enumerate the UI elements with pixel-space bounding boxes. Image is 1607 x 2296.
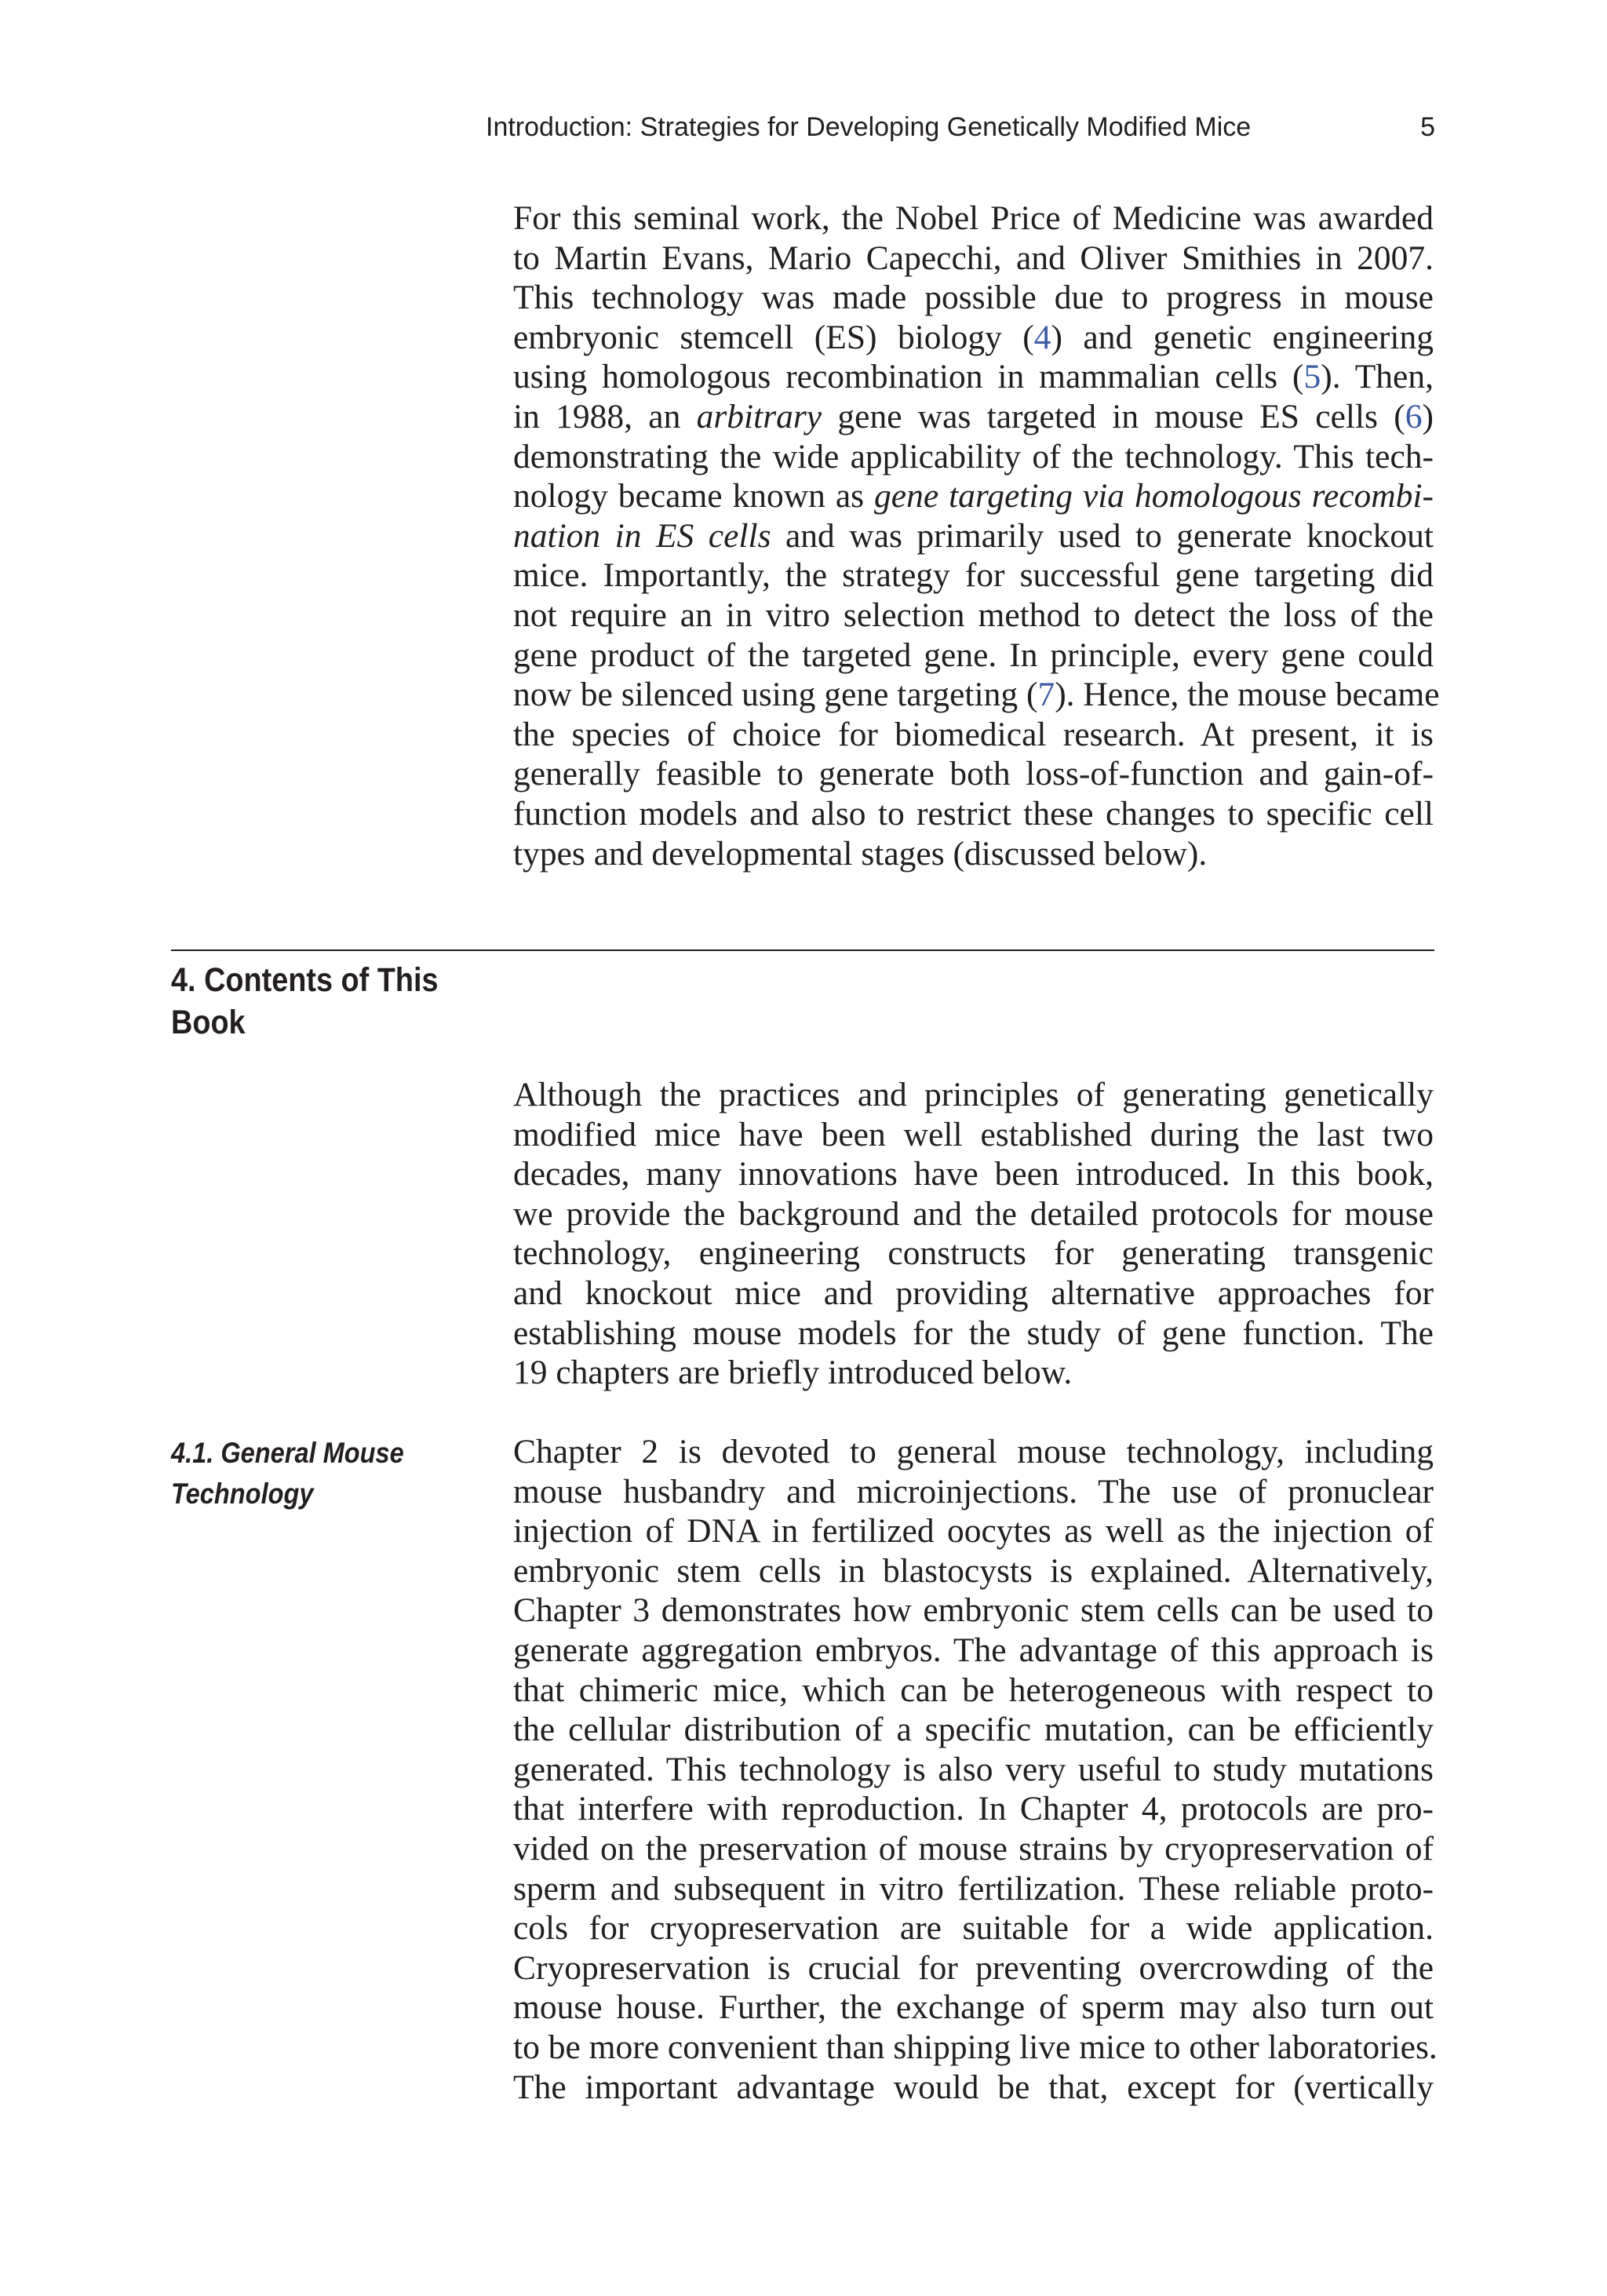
- text-line: embryonic stemcell (ES) biology (4) and genetic engineering: [513, 318, 1434, 356]
- text-line: not require an in vitro selection method to detect the loss of the: [513, 596, 1434, 634]
- text-line: demonstrating the wide applicability of the technology. This tech-: [513, 437, 1434, 476]
- running-title: Introduction: Strategies for Developing Genetically Modified Mice: [486, 112, 1252, 142]
- text-line: and knockout mice and providing alternative approaches for: [513, 1274, 1434, 1312]
- text-line: Cryopreservation is crucial for preventing overcrowding of the: [513, 1948, 1434, 1987]
- text-line: 19 chapters are briefly introduced below.: [513, 1354, 1073, 1392]
- text-line: modified mice have been well established during the last two: [513, 1115, 1434, 1153]
- text-line: nology became known as gene targeting via homologous recombi-: [513, 477, 1434, 516]
- text-line: embryonic stem cells in blastocysts is explained. Alternatively,: [513, 1551, 1434, 1590]
- text-line: cols for cryopreservation are suitable for a wide application.: [513, 1909, 1434, 1948]
- emphasized-text: gene targeting via homologous recombi-: [874, 477, 1434, 516]
- text-line: mice. Importantly, the strategy for successful gene targeting did: [513, 556, 1434, 595]
- text-line: vided on the preservation of mouse strains by cryopreservation of: [513, 1829, 1434, 1868]
- text-line: now be silenced using gene targeting (7). Hence, the mouse became: [513, 676, 1440, 714]
- emphasized-text: nation in ES cells: [513, 516, 771, 555]
- text-line: For this seminal work, the Nobel Price of Medicine was awarded: [513, 199, 1434, 237]
- paragraph-contents: [513, 1075, 1434, 1393]
- text-line: The important advantage would be that, except for (vertically: [513, 2068, 1434, 2106]
- paragraph-intro: [513, 199, 1440, 873]
- page-number: 5: [1420, 112, 1435, 142]
- emphasized-text: arbitrary: [696, 397, 822, 436]
- text-line: generally feasible to generate both loss-of-function and gain-of-: [513, 755, 1434, 793]
- running-head: [486, 111, 1435, 143]
- text-line: technology, engineering constructs for generating transgenic: [513, 1234, 1434, 1273]
- text-line: establishing mouse models for the study of gene function. The: [513, 1314, 1434, 1352]
- text-line: Chapter 3 demonstrates how embryonic stem cells can be used to: [513, 1591, 1434, 1630]
- text-line: mouse husbandry and microinjections. The use of pronuclear: [513, 1472, 1434, 1511]
- text-line: generate aggregation embryos. The advantage of this approach is: [513, 1631, 1434, 1669]
- text-line: the cellular distribution of a specific mutation, can be efficiently: [513, 1711, 1434, 1749]
- citation-link[interactable]: 7: [1037, 676, 1055, 714]
- text-line: This technology was made possible due to progress in mouse: [513, 279, 1434, 317]
- text-line: injection of DNA in fertilized oocytes as well as the injection of: [513, 1512, 1434, 1551]
- text-line: mouse house. Further, the exchange of sperm may also turn out: [513, 1988, 1434, 2027]
- text-line: to be more convenient than shipping live mice to other laboratories.: [513, 2028, 1438, 2066]
- subsection-heading: 4.1. General Mouse Technology: [171, 1437, 404, 1510]
- text-line: decades, many innovations have been introduced. In this book,: [513, 1155, 1434, 1194]
- text-line: using homologous recombination in mammalian cells (5). Then,: [513, 358, 1434, 396]
- text-line: function models and also to restrict these changes to specific cell: [513, 794, 1434, 833]
- text-line: to Martin Evans, Mario Capecchi, and Oliver Smithies in 2007.: [513, 239, 1434, 277]
- text-line: we provide the background and the detailed protocols for mouse: [513, 1194, 1434, 1233]
- text-line: types and developmental stages (discussed below).: [513, 834, 1208, 873]
- paragraph-general-mouse-technology: [513, 1432, 1438, 2107]
- text-line: that interfere with reproduction. In Chapter 4, protocols are pro-: [513, 1790, 1434, 1828]
- citation-link[interactable]: 4: [1033, 318, 1051, 356]
- text-line: Although the practices and principles of generating genetically: [513, 1076, 1434, 1113]
- text-line: the species of choice for biomedical research. At present, it is: [513, 715, 1434, 753]
- text-line: sperm and subsequent in vitro fertilization. These reliable proto-: [513, 1869, 1434, 1908]
- text-line: that chimeric mice, which can be heterogeneous with respect to: [513, 1671, 1434, 1709]
- text-line: nation in ES cells and was primarily used to generate knockout: [513, 516, 1434, 555]
- citation-link[interactable]: 6: [1405, 397, 1423, 436]
- text-line: gene product of the targeted gene. In principle, every gene could: [513, 636, 1434, 674]
- section-heading: 4. Contents of This Book: [171, 961, 439, 1041]
- citation-link[interactable]: 5: [1303, 358, 1321, 396]
- section-divider: [171, 949, 1434, 951]
- text-line: Chapter 2 is devoted to general mouse technology, including: [513, 1433, 1434, 1471]
- text-line: in 1988, an arbitrary gene was targeted in mouse ES cells (6): [513, 397, 1434, 436]
- text-line: generated. This technology is also very useful to study mutations: [513, 1750, 1434, 1788]
